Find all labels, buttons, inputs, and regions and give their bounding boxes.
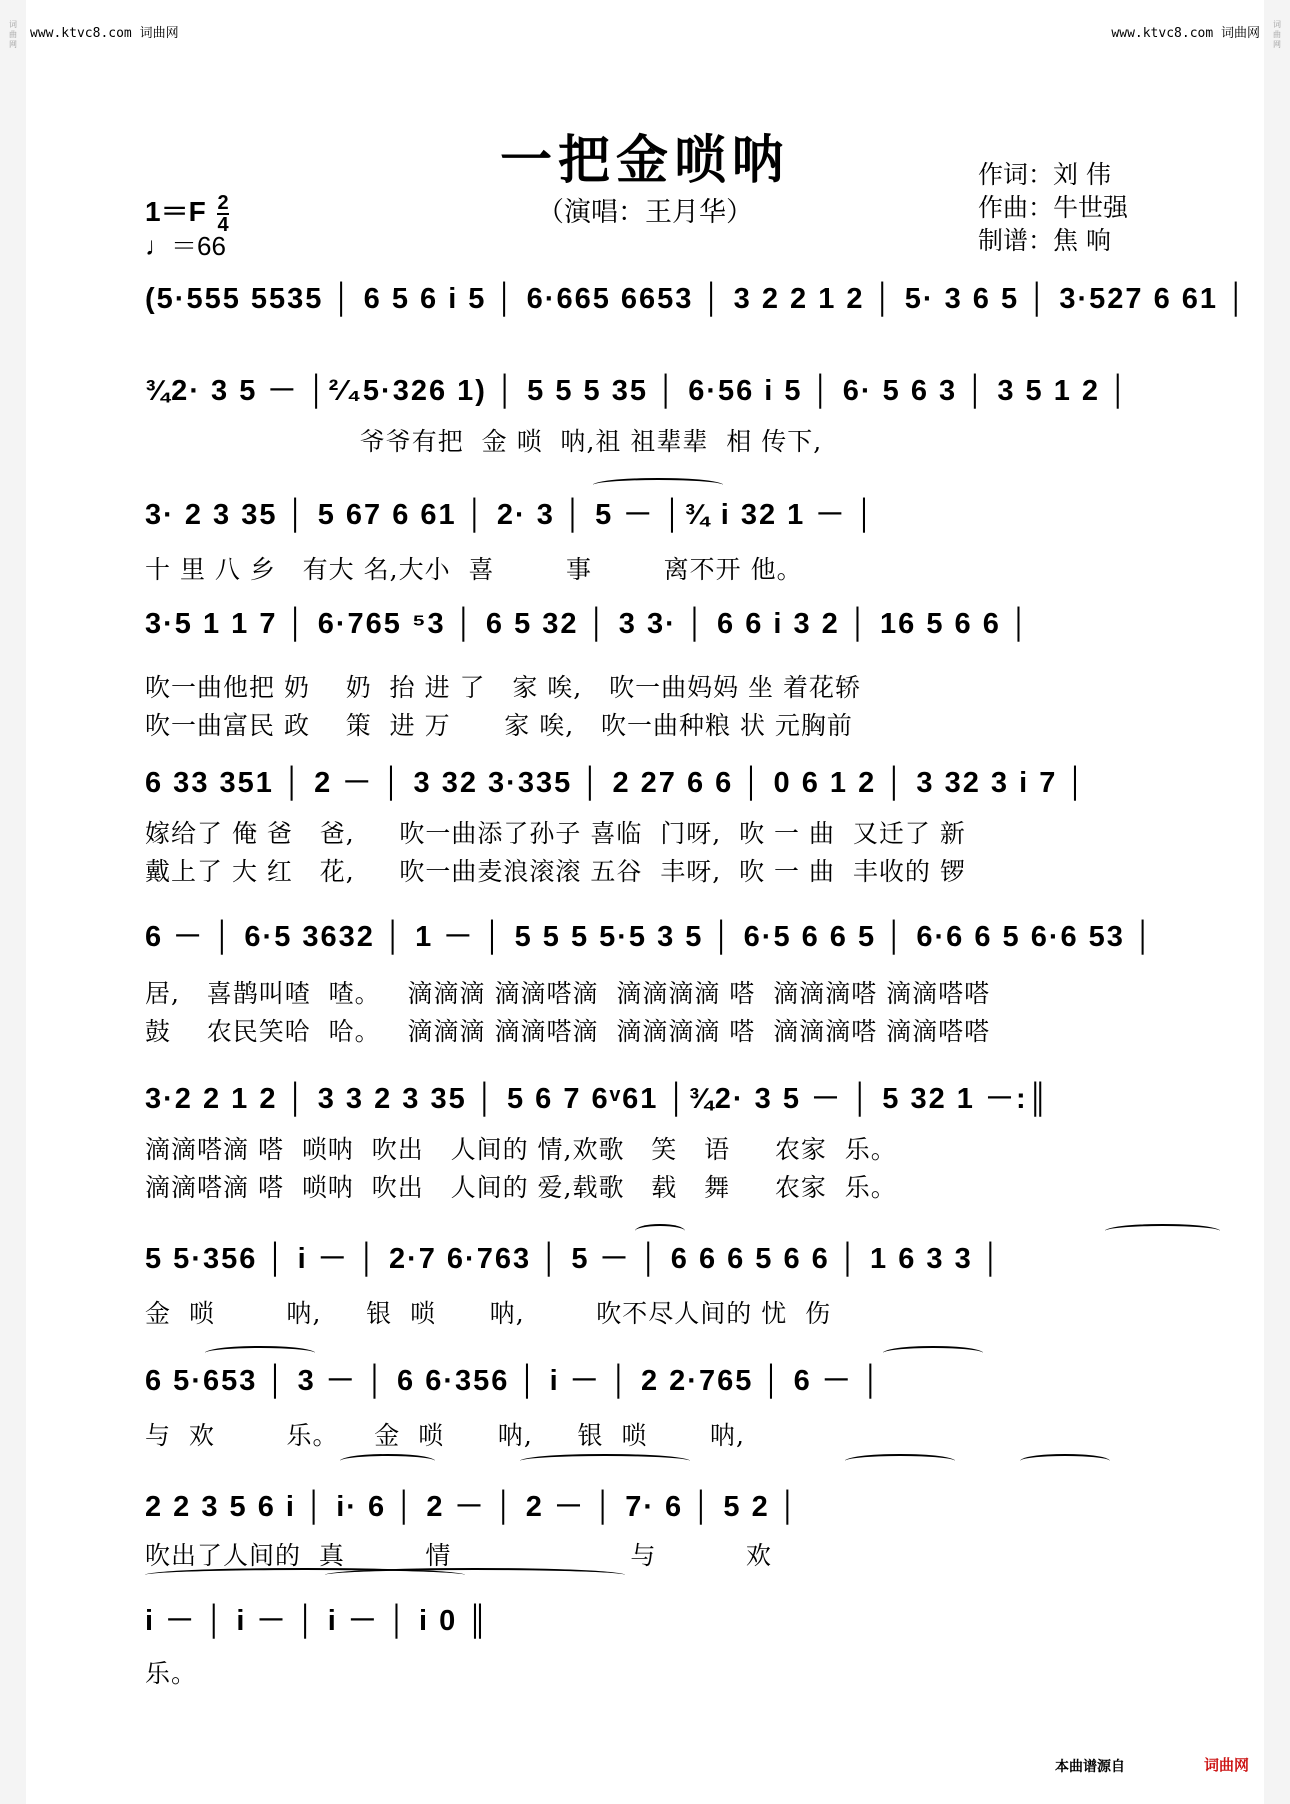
slur-mark: [845, 1454, 955, 1468]
right-watermark-strip: [1264, 0, 1290, 1804]
singer-credit: （演唱：王月华）: [537, 197, 753, 228]
key-label: 1＝F: [145, 196, 206, 227]
watermark-char: 曲: [9, 30, 17, 39]
time-signature-top: 2: [217, 191, 229, 214]
lyric-line: 金 唢 呐, 银 唢 呐, 吹不尽人间的 忧 伤: [145, 1299, 832, 1328]
slur-mark: [1020, 1454, 1110, 1468]
composer-credit: 作曲：牛世强: [978, 193, 1129, 222]
watermark-char: 词: [1273, 20, 1281, 29]
lyric-line: 吹出了人间的 真 情 与 欢: [145, 1541, 772, 1570]
notation-line: 6 33 351 │ 2 － │ 3 32 3·335 │ 2 27 6 6 │ 0 6 1 2 │ 3 32 3 i 7 │: [145, 767, 1088, 799]
credits-block: [978, 158, 1128, 257]
footer-site-link[interactable]: 词曲网: [1204, 1756, 1250, 1774]
song-title: 一把金唢呐: [499, 130, 790, 191]
time-signature-bottom: 4: [217, 213, 229, 236]
lyric-line: 吹一曲富民 政 策 进 万 家 唉, 吹一曲种粮 状 元胸前: [145, 711, 853, 740]
notation-line: 3·5 1 1 7 │ 6·765 ⁵3 │ 6 5 32 │ 3 3· │ 6 6 i 3 2 │ 16 5 6 6 │: [145, 608, 1032, 640]
lyric-line: 十 里 八 乡 有大 名,大小 喜 事 离不开 他。: [145, 555, 803, 584]
site-url-left[interactable]: www.ktvc8.com 词曲网: [30, 26, 179, 41]
notation-line: 6 5·653 │ 3 － │ 6 6·356 │ i － │ 2 2·765 │ 6 － │: [145, 1365, 883, 1397]
notation-line: i － │ i － │ i － │ i 0 ║: [145, 1605, 490, 1637]
watermark-char: 网: [1273, 40, 1281, 49]
slur-mark: [520, 1454, 690, 1468]
lyric-line: 吹一曲他把 奶 奶 抬 进 了 家 唉, 吹一曲妈妈 坐 着花轿: [145, 673, 861, 702]
left-watermark-strip: [0, 0, 26, 1804]
notation-line: (5·555 5535 │ 6 5 6 i 5 │ 6·665 6653 │ 3 2 2 1 2 │ 5· 3 6 5 │ 3·527 6 61 │: [145, 283, 1249, 315]
lyric-line: 居, 喜鹊叫喳 喳。 滴滴滴 滴滴嗒滴 滴滴滴滴 嗒 滴滴滴嗒 滴滴嗒嗒: [145, 979, 991, 1008]
transcriber-credit: 制谱：焦 响: [978, 226, 1111, 255]
notation-line: 5 5·356 │ i － │ 2·7 6·763 │ 5 － │ 6 6 6 5 6 6 │ 1 6 3 3 │: [145, 1243, 1003, 1275]
lyric-line: 与 欢 乐。 金 唢 呐, 银 唢 呐,: [145, 1421, 745, 1450]
notation-line: 3· 2 3 35 │ 5 67 6 61 │ 2· 3 │ 5 － │¾ i 32 1 － │: [145, 499, 877, 531]
notation-line: 2 2 3 5 6 i │ i· 6 │ 2 － │ 2 － │ 7· 6 │ 5 2 │: [145, 1491, 800, 1523]
lyric-line: 嫁给了 俺 爸 爸, 吹一曲添了孙子 喜临 门呀, 吹 一 曲 又迁了 新: [145, 819, 966, 848]
lyric-line: 鼓 农民笑哈 哈。 滴滴滴 滴滴嗒滴 滴滴滴滴 嗒 滴滴滴嗒 滴滴嗒嗒: [145, 1017, 991, 1046]
lyric-line: 乐。: [145, 1659, 198, 1688]
lyric-line: 滴滴嗒滴 嗒 唢呐 吹出 人间的 爱,载歌 载 舞 农家 乐。: [145, 1173, 897, 1202]
watermark-char: 网: [9, 40, 17, 49]
lyric-line: 滴滴嗒滴 嗒 唢呐 吹出 人间的 情,欢歌 笑 语 农家 乐。: [145, 1135, 897, 1164]
tempo-marking: ♩＝66: [145, 231, 226, 261]
notation-line: ¾2· 3 5 － │²⁄₄5·326 1) │ 5 5 5 35 │ 6·56 i 5 │ 6· 5 6 3 │ 3 5 1 2 │: [145, 375, 1131, 407]
lyricist-credit: 作词：刘 伟: [978, 160, 1111, 189]
watermark-char: 词: [9, 20, 17, 29]
lyric-line: 爷爷有把 金 唢 呐,祖 祖辈辈 相 传下,: [145, 427, 823, 456]
notation-line: 6 － │ 6·5 3632 │ 1 － │ 5 5 5 5·5 3 5 │ 6·5 6 6 5 │ 6·6 6 5 6·6 53 │: [145, 921, 1156, 953]
slur-mark: [340, 1454, 435, 1468]
footer-source-label: 本曲谱源自: [1055, 1759, 1125, 1775]
watermark-char: 曲: [1273, 30, 1281, 39]
slur-mark: [325, 1568, 625, 1582]
notation-line: 3·2 2 1 2 │ 3 3 2 3 35 │ 5 6 7 6ᵛ61 │¾2· 3 5 － │ 5 32 1 －:║: [145, 1083, 1051, 1115]
slur-mark: [593, 478, 723, 492]
lyric-line: 戴上了 大 红 花, 吹一曲麦浪滚滚 五谷 丰呀, 吹 一 曲 丰收的 锣: [145, 857, 966, 886]
site-url-right[interactable]: www.ktvc8.com 词曲网: [1111, 26, 1260, 41]
